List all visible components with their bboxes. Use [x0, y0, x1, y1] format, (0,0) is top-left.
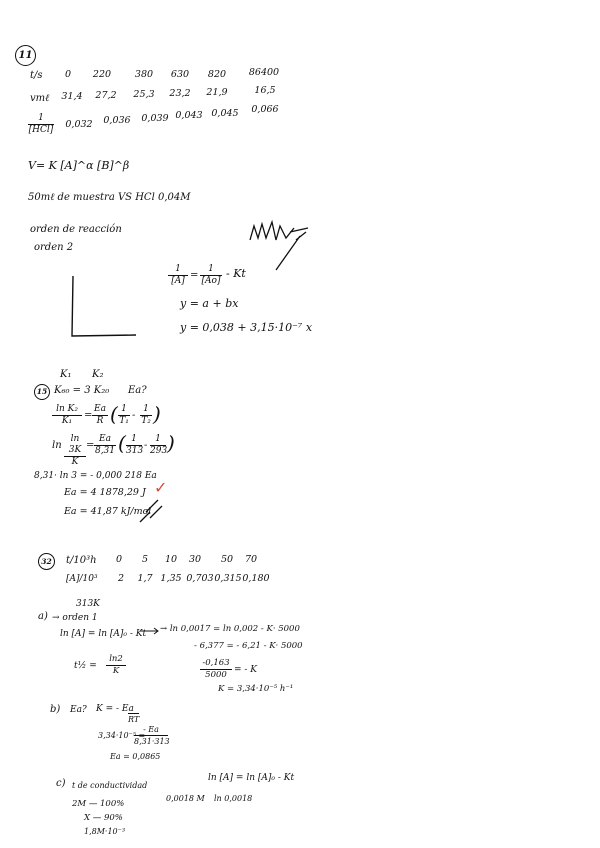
- fraction-numerator: 1: [155, 434, 161, 444]
- time-value: 5: [141, 554, 149, 565]
- equals-sign: =: [84, 410, 93, 421]
- time-value: 630: [170, 69, 190, 80]
- volume-row-label: vmℓ: [30, 93, 50, 104]
- inverse-value: 0,043: [175, 110, 203, 121]
- fraction-numerator: 1: [208, 264, 214, 274]
- part-c-result: 1,8M·10⁻³: [84, 827, 126, 836]
- part-c-ln: ln 0,0018: [214, 794, 253, 803]
- inverse-value: 0,036: [103, 115, 131, 126]
- strike-marks: [140, 500, 162, 522]
- fraction-denominator: 8,31·313: [134, 737, 170, 746]
- linear-form: y = a + bx: [180, 297, 239, 310]
- paren-close: ): [153, 402, 161, 426]
- part-a-fraction-tail: = - K: [234, 665, 258, 675]
- reaction-order-heading: orden de reacción: [30, 224, 122, 235]
- time-row-label: t/10³h: [66, 555, 97, 566]
- fraction-numerator: Ea: [99, 434, 111, 444]
- paren-close: ): [167, 431, 175, 455]
- time-value: 0: [64, 69, 72, 80]
- half-life-label: t½ =: [74, 661, 97, 671]
- concentration-value: 0,315: [214, 573, 242, 584]
- part-b-label: b): [50, 704, 61, 715]
- part-c-proportion: 2M — 100%: [72, 799, 125, 809]
- time-value: 70: [244, 554, 258, 565]
- paren-open: (: [118, 431, 126, 455]
- fraction-denominator: T₁: [119, 416, 129, 426]
- fraction-numerator: 1: [38, 113, 44, 123]
- fraction-denominator: K: [106, 665, 126, 677]
- part-b-value: 3,34·10⁻⁵ =: [98, 731, 146, 740]
- part-c-concentration: 0,0018 M: [166, 794, 205, 803]
- calculation-step: 8,31· ln 3 = - 0,000 218 Ea: [34, 471, 157, 481]
- equals-sign: =: [190, 270, 199, 281]
- time-value: 10: [164, 554, 178, 565]
- time-value: 86400: [248, 67, 280, 78]
- problem-number-circle: 32: [38, 553, 55, 570]
- time-value: 50: [220, 554, 234, 565]
- reaction-order-value: orden 2: [34, 242, 74, 253]
- time-value: 30: [188, 554, 202, 565]
- part-a-result: K = 3,34·10⁻⁵ h⁻¹: [218, 684, 294, 694]
- problem-number-circle: 11: [15, 45, 36, 66]
- given-relation: K₆₀ = 3 K₂₀: [54, 385, 110, 396]
- integrated-rate-tail: - Kt: [226, 267, 246, 280]
- fraction-denominator: [HCl]: [28, 125, 54, 135]
- volume-value: 23,2: [169, 88, 191, 99]
- check-mark-icon: ✓: [154, 478, 168, 497]
- concentration-row-label: [A]/10³: [66, 574, 98, 584]
- fraction-denominator: K₁: [52, 415, 82, 427]
- fraction-numerator: -0,163: [202, 658, 230, 668]
- fraction-denominator: 293: [150, 446, 168, 456]
- minus-sign: -: [132, 410, 136, 421]
- fraction-denominator: 8,31: [94, 446, 116, 456]
- fraction-denominator: T₂: [141, 416, 151, 426]
- part-a-rate-law: ln [A] = ln [A]₀ - Kt: [60, 629, 147, 639]
- part-a-substitution: → ln 0,0017 = ln 0,002 - K· 5000: [160, 624, 300, 634]
- concentration-value: 0,703: [186, 573, 214, 584]
- time-row-label: t/s: [30, 70, 43, 81]
- part-b-result: Ea = 0,0865: [110, 752, 161, 761]
- inverse-value: 0,066: [251, 104, 279, 115]
- part-a-order: → orden 1: [52, 613, 98, 623]
- inverse-value: 0,039: [141, 113, 169, 124]
- arrow-mark: [140, 628, 158, 634]
- unknown-asked: Ea?: [128, 385, 147, 396]
- time-value: 220: [92, 69, 112, 80]
- volume-value: 21,9: [206, 87, 228, 98]
- graph-axes: [72, 276, 136, 336]
- volume-value: 27,2: [95, 90, 117, 101]
- fraction-numerator: 1: [175, 264, 181, 274]
- volume-value: 31,4: [61, 91, 83, 102]
- part-b-ask: Ea?: [70, 705, 87, 715]
- fraction-numerator: 1: [143, 404, 149, 414]
- concentration-value: 0,180: [242, 573, 270, 584]
- fraction-numerator: ln2: [109, 654, 123, 664]
- fraction-numerator: 1: [121, 404, 127, 414]
- temperature-note: 313K: [76, 599, 100, 609]
- part-b-k-den: RT: [128, 715, 140, 724]
- part-c-rate-law: ln [A] = ln [A]₀ - Kt: [208, 773, 295, 783]
- fraction-numerator: ln 3K: [68, 434, 82, 455]
- fraction-denominator: 5000: [200, 669, 232, 681]
- part-c-text: t de conductividad: [72, 781, 148, 790]
- concentration-value: 1,7: [137, 573, 153, 584]
- concentration-value: 1,35: [160, 573, 182, 584]
- inverse-value: 0,045: [211, 108, 239, 119]
- rate-constant-label: K₁: [60, 369, 72, 380]
- part-a-step: - 6,377 = - 6,21 - K· 5000: [194, 641, 303, 651]
- signature-scribble: [250, 222, 308, 270]
- time-value: 0: [115, 554, 123, 565]
- part-a-label: a): [38, 611, 48, 622]
- part-c-proportion: X — 90%: [84, 813, 123, 823]
- rate-law: V= K [A]^α [B]^β: [28, 159, 130, 172]
- result-joules: Ea = 4 1878,29 J: [64, 487, 146, 498]
- fraction-denominator: 313: [126, 446, 144, 456]
- volume-value: 25,3: [133, 89, 155, 100]
- fraction-denominator: [Ao]: [201, 276, 221, 286]
- inverse-value: 0,032: [65, 119, 93, 130]
- linear-fit: y = 0,038 + 3,15·10⁻⁷ x: [180, 321, 313, 334]
- fraction-denominator: K: [64, 456, 86, 468]
- minus-sign: -: [144, 440, 148, 451]
- time-value: 380: [134, 69, 154, 80]
- volume-value: 16,5: [254, 85, 276, 96]
- fraction-numerator: ln K₂: [56, 404, 78, 414]
- fraction-numerator: - Ea: [143, 725, 159, 734]
- concentration-value: 2: [117, 573, 125, 584]
- result-kilojoules: Ea = 41,87 kJ/mol: [64, 506, 152, 517]
- ln-prefix: ln: [52, 440, 62, 451]
- fraction-denominator: R: [92, 415, 108, 427]
- part-b-k-expr: K = - Ea: [96, 704, 134, 714]
- paren-open: (: [110, 402, 118, 426]
- fraction-numerator: 1: [131, 434, 137, 444]
- part-c-label: c): [56, 778, 66, 789]
- fraction-denominator: [A]: [168, 275, 188, 287]
- sample-note: 50mℓ de muestra VS HCl 0,04M: [28, 192, 191, 203]
- time-value: 820: [207, 69, 227, 80]
- equals-sign: =: [86, 440, 95, 451]
- problem-number-circle: 15: [34, 384, 50, 400]
- rate-constant-label: K₂: [92, 369, 104, 380]
- fraction-numerator: Ea: [94, 404, 106, 414]
